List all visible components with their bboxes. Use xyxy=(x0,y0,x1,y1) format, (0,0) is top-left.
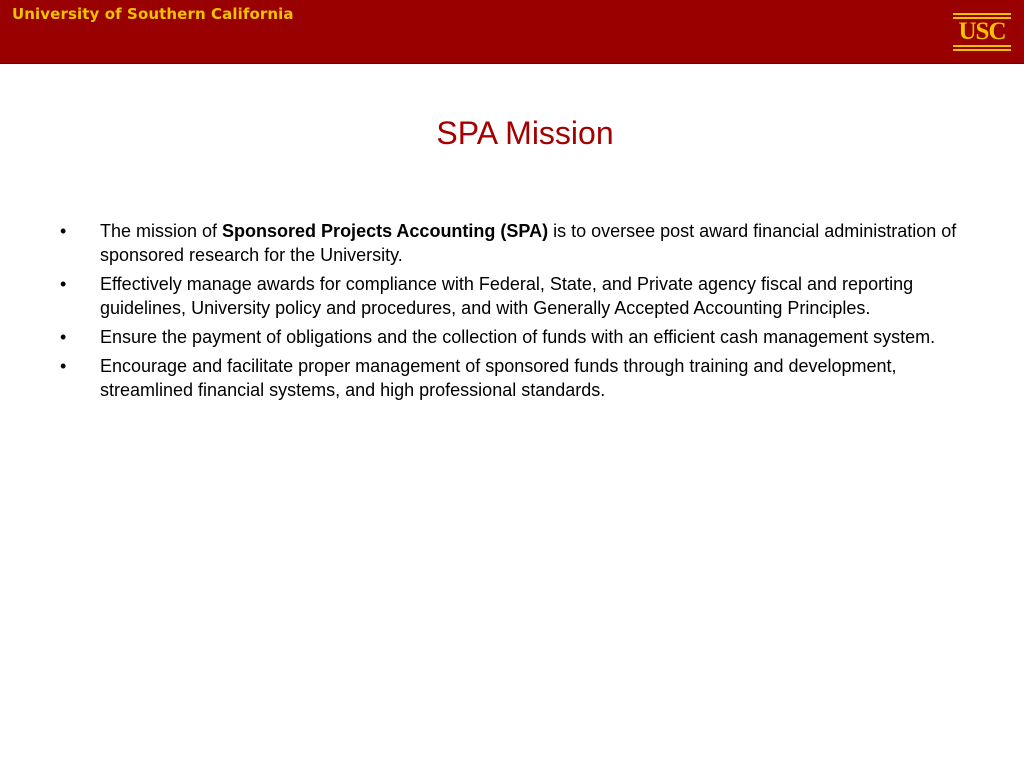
bullet-text: Ensure the payment of obligations and the collection of funds with an efficient cash management system. xyxy=(100,327,936,347)
bullet-item-payment xyxy=(60,325,960,349)
mission-bullet-list xyxy=(60,219,960,407)
logo-text: USC xyxy=(958,18,1006,45)
bullet-marker: • xyxy=(60,356,67,376)
bullet-text: Effectively manage awards for compliance with Federal, State, and Private agency fiscal and reporting guidelines, University policy and procedures, and with Generally Accepted Accounting Principles. xyxy=(100,274,914,318)
bullet-item-management xyxy=(60,354,960,402)
logo-rule-top xyxy=(953,13,1011,15)
header-banner xyxy=(0,0,1024,64)
bullet-item-compliance xyxy=(60,272,960,320)
bullet-text-after: is to oversee post award financial administration of sponsored research for the University. xyxy=(100,221,957,265)
bullet-marker: • xyxy=(60,274,67,294)
university-name: University of Southern California xyxy=(12,5,294,23)
bullet-marker: • xyxy=(60,221,67,241)
page-title: SPA Mission xyxy=(436,115,614,151)
bullet-text-bold: Sponsored Projects Accounting (SPA) xyxy=(222,221,549,241)
bullet-marker: • xyxy=(60,327,67,347)
bullet-text-before: The mission of xyxy=(100,221,223,241)
bullet-text: Encourage and facilitate proper management of sponsored funds through training and development, streamlined financial systems, and high professional standards. xyxy=(100,356,897,400)
bullet-item-mission xyxy=(60,219,960,267)
logo-rule-bottom-inner xyxy=(953,45,1011,47)
logo-rule-bottom xyxy=(953,49,1011,51)
usc-logo xyxy=(953,13,1011,51)
